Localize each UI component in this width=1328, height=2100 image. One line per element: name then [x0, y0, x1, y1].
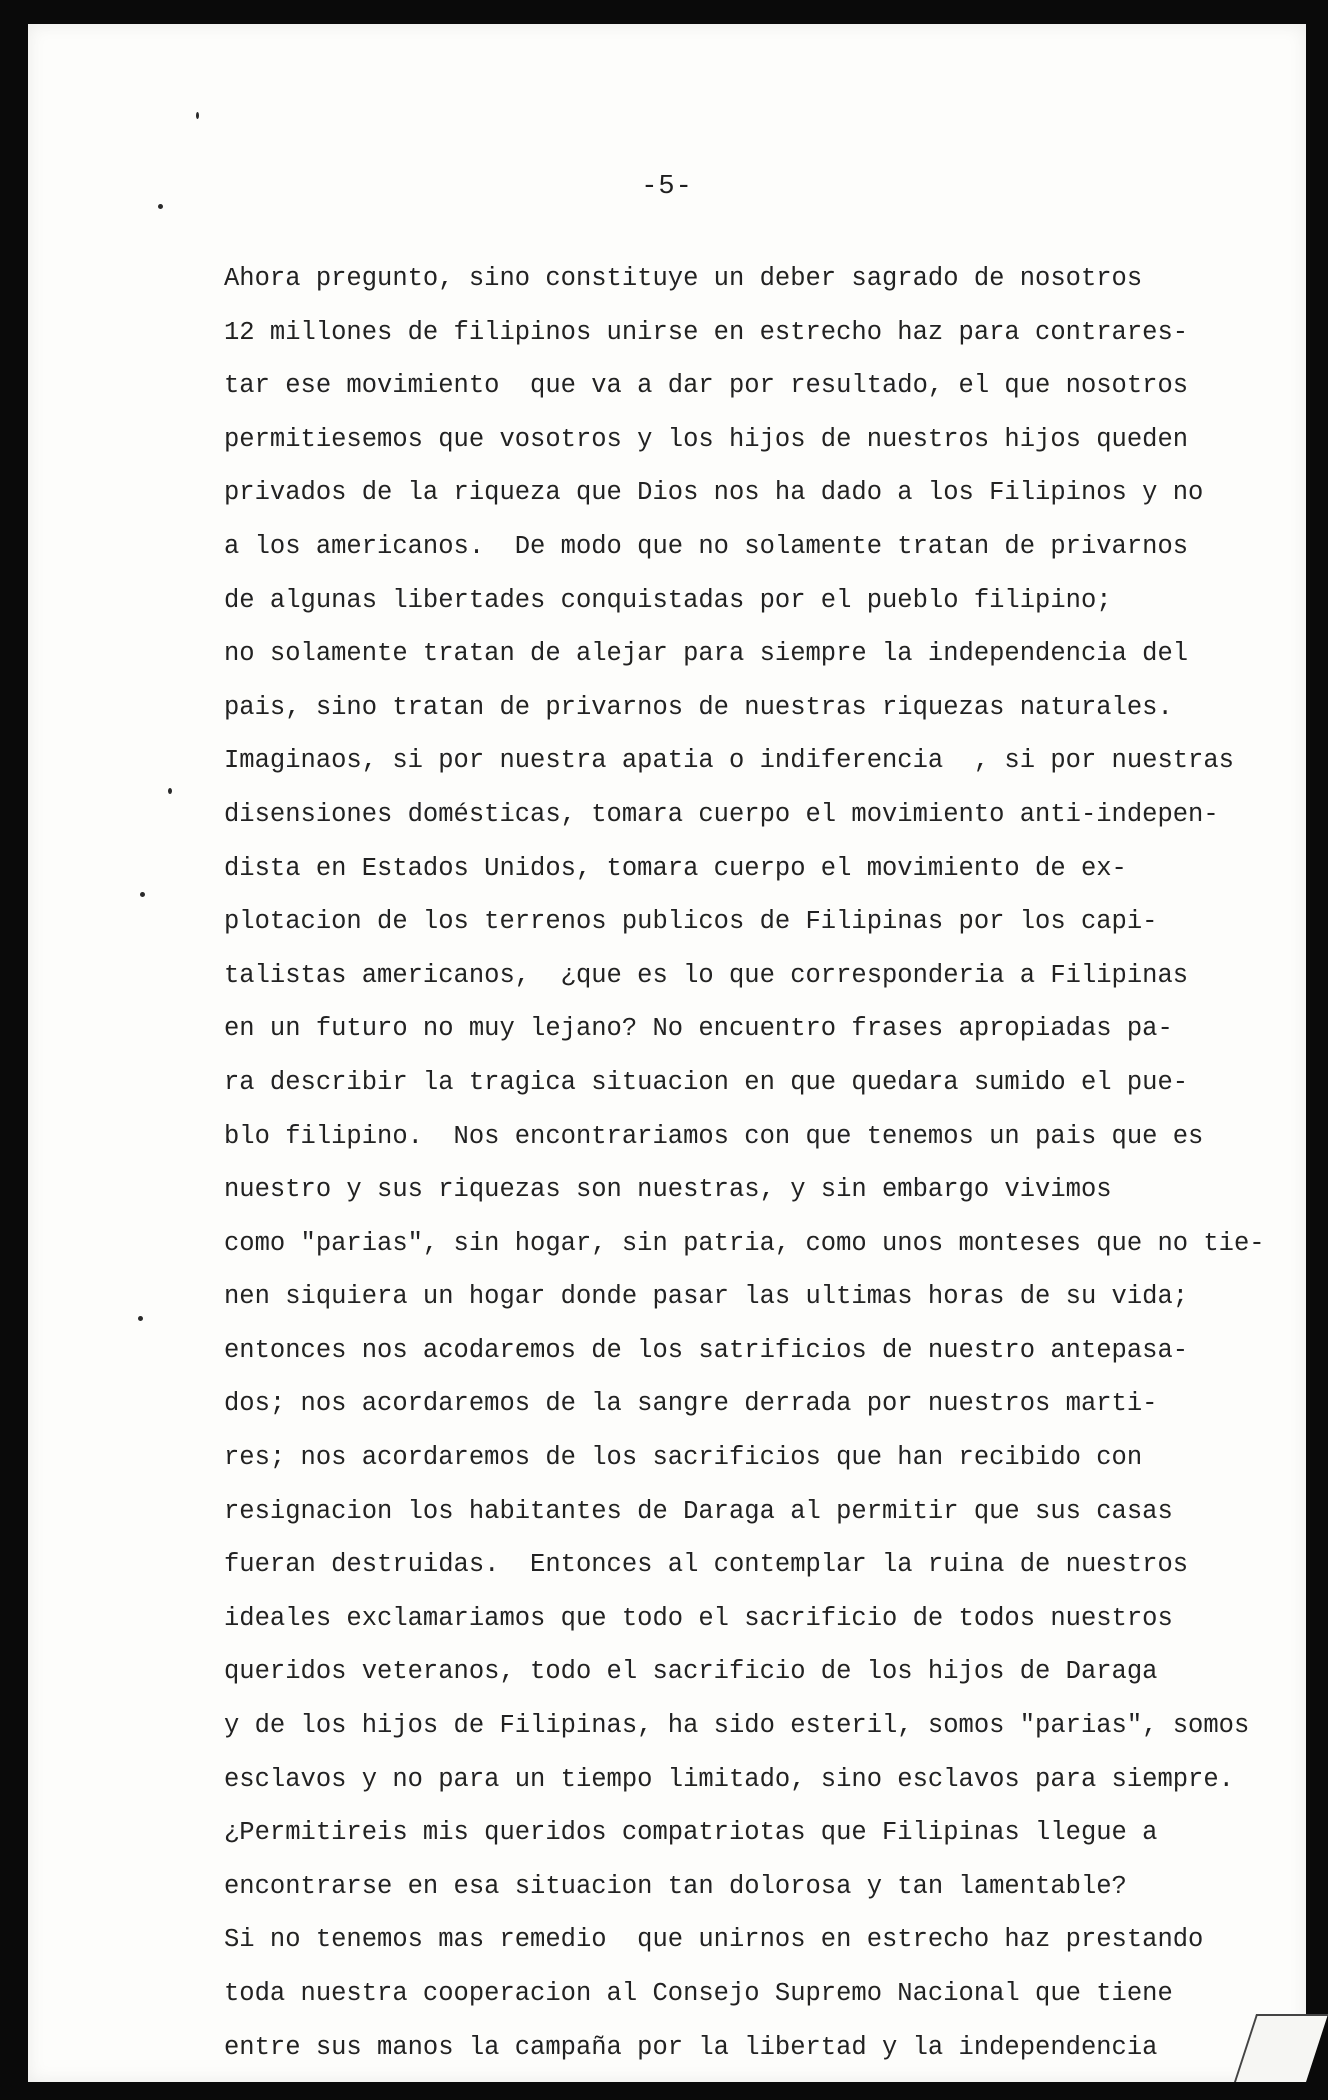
- ink-speck: [138, 1316, 143, 1321]
- text-line: Si no tenemos mas remedio que unirnos en estrecho haz prestando: [224, 1925, 1204, 1955]
- text-line: dos; nos acordaremos de la sangre derrada por nuestros marti-: [224, 1389, 1158, 1419]
- text-line: como "parias", sin hogar, sin patria, como unos monteses que no tie-: [224, 1228, 1265, 1258]
- text-line: ra describir la tragica situacion en que quedara sumido el pue-: [224, 1067, 1189, 1097]
- text-line: res; nos acordaremos de los sacrificios que han recibido con: [224, 1443, 1143, 1473]
- text-line: encontrarse en esa situacion tan dolorosa y tan lamentable?: [224, 1871, 1127, 1901]
- text-line: talistas americanos, ¿que es lo que corresponderia a Filipinas: [224, 960, 1189, 990]
- text-line: dista en Estados Unidos, tomara cuerpo el movimiento de ex-: [224, 853, 1127, 883]
- typewritten-page: [28, 24, 1306, 2082]
- text-line: fueran destruidas. Entonces al contemplar la ruina de nuestros: [224, 1550, 1189, 1580]
- text-line: entre sus manos la campaña por la libertad y la independencia: [224, 2032, 1158, 2062]
- text-line: entonces nos acodaremos de los satrificios de nuestro antepasa-: [224, 1335, 1189, 1365]
- ink-speck: [168, 788, 172, 794]
- ink-speck: [140, 892, 145, 897]
- text-line: Imaginaos, si por nuestra apatia o indiferencia , si por nuestras: [224, 746, 1234, 776]
- text-line: 12 millones de filipinos unirse en estrecho haz para contrares-: [224, 317, 1189, 347]
- ink-speck: [196, 112, 199, 119]
- text-line: esclavos y no para un tiempo limitado, sino esclavos para siempre.: [224, 1764, 1234, 1794]
- text-line: blo filipino. Nos encontrariamos con que tenemos un pais que es: [224, 1121, 1204, 1151]
- text-line: disensiones domésticas, tomara cuerpo el movimiento anti-indepen-: [224, 799, 1219, 829]
- text-line: no solamente tratan de alejar para siempre la independencia del: [224, 639, 1189, 669]
- text-line: nuestro y sus riquezas son nuestras, y sin embargo vivimos: [224, 1175, 1112, 1205]
- text-line: ¿Permitireis mis queridos compatriotas que Filipinas llegue a: [224, 1818, 1158, 1848]
- text-line: de algunas libertades conquistadas por el pueblo filipino;: [224, 585, 1112, 615]
- text-line: resignacion los habitantes de Daraga al permitir que sus casas: [224, 1496, 1173, 1526]
- text-line: tar ese movimiento que va a dar por resultado, el que nosotros: [224, 371, 1189, 401]
- text-line: ideales exclamariamos que todo el sacrificio de todos nuestros: [224, 1603, 1173, 1633]
- text-line: toda nuestra cooperacion al Consejo Supremo Nacional que tiene: [224, 1979, 1173, 2008]
- ink-speck: [158, 204, 163, 209]
- page-number: -5-: [641, 172, 693, 202]
- text-line: Ahora pregunto, sino constituye un deber sagrado de nosotros: [224, 264, 1143, 293]
- text-line: queridos veteranos, todo el sacrificio de los hijos de Daraga: [224, 1657, 1158, 1687]
- text-line: privados de la riqueza que Dios nos ha dado a los Filipinos y no: [224, 478, 1204, 508]
- text-line: pais, sino tratan de privarnos de nuestras riquezas naturales.: [224, 692, 1173, 722]
- text-line: permitiesemos que vosotros y los hijos de nuestros hijos queden: [224, 424, 1189, 454]
- text-line: en un futuro no muy lejano? No encuentro frases apropiadas pa-: [224, 1014, 1173, 1044]
- text-line: y de los hijos de Filipinas, ha sido esteril, somos "parias", somos: [224, 1711, 1250, 1741]
- text-line: a los americanos. De modo que no solamente tratan de privarnos: [224, 531, 1189, 561]
- body-text: [224, 252, 1264, 2074]
- text-line: plotacion de los terrenos publicos de Filipinas por los capi-: [224, 907, 1158, 937]
- text-line: nen siquiera un hogar donde pasar las ultimas horas de su vida;: [224, 1282, 1189, 1312]
